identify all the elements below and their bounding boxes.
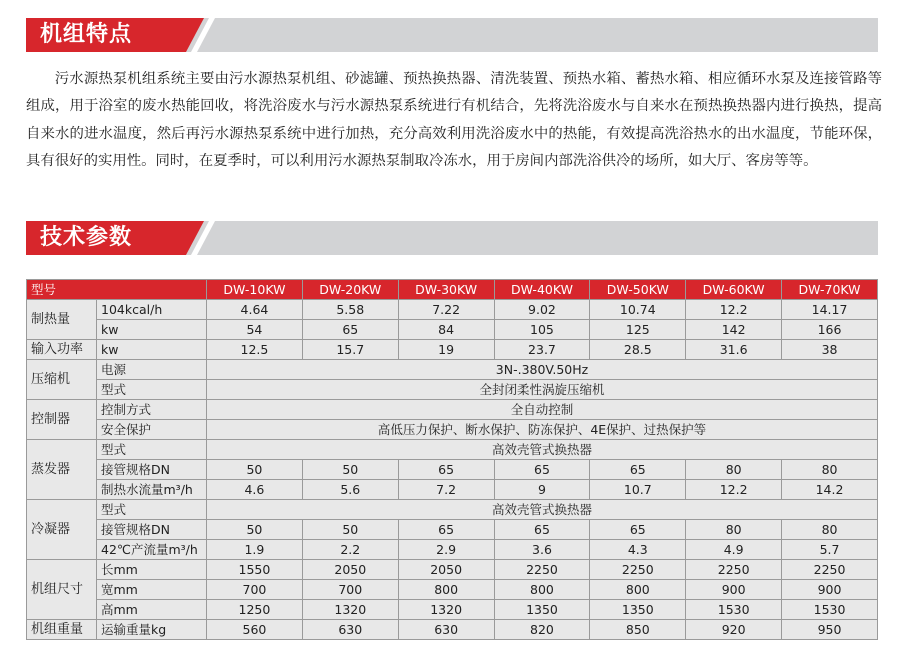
table-row: [27, 500, 878, 520]
value-cell: 7.2: [398, 480, 494, 500]
row-sub-label: 运输重量kg: [97, 620, 207, 640]
value-cell: 105: [494, 320, 590, 340]
value-cell: 50: [302, 460, 398, 480]
model-col-header: DW-20KW: [302, 280, 398, 300]
value-cell: 19: [398, 340, 494, 360]
value-cell: 1250: [207, 600, 303, 620]
row-sub-label: kw: [97, 320, 207, 340]
table-row: [27, 340, 878, 360]
value-cell: 920: [686, 620, 782, 640]
row-sub-label: 型式: [97, 500, 207, 520]
value-cell: 65: [398, 520, 494, 540]
row-sub-label: 接管规格DN: [97, 520, 207, 540]
model-header-label: 型号: [27, 280, 207, 300]
value-cell: 5.58: [302, 300, 398, 320]
spec-table-body: [27, 300, 878, 640]
row-sub-label: 型式: [97, 440, 207, 460]
value-cell: 65: [494, 460, 590, 480]
value-cell: 23.7: [494, 340, 590, 360]
value-cell: 7.22: [398, 300, 494, 320]
value-cell: 15.7: [302, 340, 398, 360]
spanning-value-cell: 3N-.380V.50Hz: [207, 360, 878, 380]
row-group-label: 输入功率: [27, 340, 97, 360]
row-sub-label: 高mm: [97, 600, 207, 620]
value-cell: 560: [207, 620, 303, 640]
row-group-label: 机组尺寸: [27, 560, 97, 620]
value-cell: 38: [782, 340, 878, 360]
value-cell: 28.5: [590, 340, 686, 360]
row-sub-label: 电源: [97, 360, 207, 380]
value-cell: 9.02: [494, 300, 590, 320]
intro-paragraph: 污水源热泵机组系统主要由污水源热泵机组、砂滤罐、预热换热器、清洗装置、预热水箱、蓄热水箱、相应循环水泵及连接管路等组成，用于浴室的废水热能回收，将洗浴废水与污水源热泵系统进行有机结合，先将洗浴废水与自来水在预热换热器内进行换热，提高自来水的进水温度，然后再污水源热泵系统中进行加热，充分高效利用洗浴废水中的热能，有效提高洗浴热水的出水温度，节能环保，具有很好的实用性。同时，在夏季时，可以利用污水源热泵制取冷冻水，用于房间内部洗浴供冷的场所，如大厅、客房等等。: [26, 71, 882, 169]
model-col-header: DW-50KW: [590, 280, 686, 300]
value-cell: 950: [782, 620, 878, 640]
value-cell: 65: [494, 520, 590, 540]
value-cell: 1530: [782, 600, 878, 620]
value-cell: 65: [590, 460, 686, 480]
row-sub-label: 104kcal/h: [97, 300, 207, 320]
value-cell: 630: [302, 620, 398, 640]
value-cell: 5.7: [782, 540, 878, 560]
table-row: [27, 440, 878, 460]
value-cell: 700: [302, 580, 398, 600]
value-cell: 142: [686, 320, 782, 340]
value-cell: 2.9: [398, 540, 494, 560]
value-cell: 1320: [302, 600, 398, 620]
table-row: [27, 620, 878, 640]
features-header: [26, 18, 878, 52]
value-cell: 3.6: [494, 540, 590, 560]
row-group-label: 压缩机: [27, 360, 97, 400]
table-row: [27, 540, 878, 560]
table-row: [27, 520, 878, 540]
value-cell: 4.9: [686, 540, 782, 560]
model-col-header: DW-10KW: [207, 280, 303, 300]
row-sub-label: 型式: [97, 380, 207, 400]
row-sub-label: kw: [97, 340, 207, 360]
spanning-value-cell: 高效壳管式换热器: [207, 440, 878, 460]
value-cell: 50: [207, 520, 303, 540]
value-cell: 14.17: [782, 300, 878, 320]
row-sub-label: 控制方式: [97, 400, 207, 420]
value-cell: 12.2: [686, 300, 782, 320]
value-cell: 2250: [782, 560, 878, 580]
value-cell: 800: [398, 580, 494, 600]
value-cell: 65: [398, 460, 494, 480]
params-title: 技术参数: [40, 225, 133, 250]
row-group-label: 蒸发器: [27, 440, 97, 500]
table-row: [27, 460, 878, 480]
row-sub-label: 宽mm: [97, 580, 207, 600]
value-cell: 820: [494, 620, 590, 640]
value-cell: 2050: [398, 560, 494, 580]
table-row: [27, 300, 878, 320]
spec-table: [26, 279, 878, 640]
value-cell: 12.2: [686, 480, 782, 500]
value-cell: 9: [494, 480, 590, 500]
value-cell: 50: [302, 520, 398, 540]
row-group-label: 机组重量: [27, 620, 97, 640]
value-cell: 4.64: [207, 300, 303, 320]
row-sub-label: 安全保护: [97, 420, 207, 440]
value-cell: 900: [686, 580, 782, 600]
value-cell: 10.7: [590, 480, 686, 500]
table-row: [27, 420, 878, 440]
value-cell: 80: [782, 460, 878, 480]
table-row: [27, 360, 878, 380]
spanning-value-cell: 全自动控制: [207, 400, 878, 420]
value-cell: 1530: [686, 600, 782, 620]
value-cell: 2050: [302, 560, 398, 580]
value-cell: 10.74: [590, 300, 686, 320]
table-row: [27, 320, 878, 340]
row-sub-label: 42℃产流量m³/h: [97, 540, 207, 560]
value-cell: 2250: [686, 560, 782, 580]
model-col-header: DW-40KW: [494, 280, 590, 300]
value-cell: 80: [782, 520, 878, 540]
value-cell: 2.2: [302, 540, 398, 560]
value-cell: 65: [590, 520, 686, 540]
value-cell: 31.6: [686, 340, 782, 360]
value-cell: 800: [494, 580, 590, 600]
model-col-header: DW-60KW: [686, 280, 782, 300]
value-cell: 1350: [590, 600, 686, 620]
model-col-header: DW-70KW: [782, 280, 878, 300]
value-cell: 2250: [590, 560, 686, 580]
value-cell: 80: [686, 520, 782, 540]
row-group-label: 制热量: [27, 300, 97, 340]
table-row: [27, 400, 878, 420]
value-cell: 65: [302, 320, 398, 340]
value-cell: 1550: [207, 560, 303, 580]
features-title: 机组特点: [40, 22, 133, 47]
value-cell: 800: [590, 580, 686, 600]
params-header: [26, 221, 878, 255]
spanning-value-cell: 全封闭柔性涡旋压缩机: [207, 380, 878, 400]
value-cell: 4.6: [207, 480, 303, 500]
row-sub-label: 长mm: [97, 560, 207, 580]
value-cell: 900: [782, 580, 878, 600]
table-row: [27, 600, 878, 620]
spec-table-header-row: [27, 280, 878, 300]
value-cell: 125: [590, 320, 686, 340]
value-cell: 166: [782, 320, 878, 340]
value-cell: 630: [398, 620, 494, 640]
value-cell: 1320: [398, 600, 494, 620]
value-cell: 2250: [494, 560, 590, 580]
row-group-label: 控制器: [27, 400, 97, 440]
table-row: [27, 480, 878, 500]
table-row: [27, 380, 878, 400]
model-col-header: DW-30KW: [398, 280, 494, 300]
value-cell: 850: [590, 620, 686, 640]
table-row: [27, 560, 878, 580]
value-cell: 14.2: [782, 480, 878, 500]
spanning-value-cell: 高低压力保护、断水保护、防冻保护、4E保护、过热保护等: [207, 420, 878, 440]
row-sub-label: 制热水流量m³/h: [97, 480, 207, 500]
row-sub-label: 接管规格DN: [97, 460, 207, 480]
row-group-label: 冷凝器: [27, 500, 97, 560]
value-cell: 700: [207, 580, 303, 600]
value-cell: 12.5: [207, 340, 303, 360]
value-cell: 5.6: [302, 480, 398, 500]
value-cell: 4.3: [590, 540, 686, 560]
table-row: [27, 580, 878, 600]
value-cell: 50: [207, 460, 303, 480]
value-cell: 1.9: [207, 540, 303, 560]
value-cell: 84: [398, 320, 494, 340]
value-cell: 1350: [494, 600, 590, 620]
value-cell: 54: [207, 320, 303, 340]
value-cell: 80: [686, 460, 782, 480]
spanning-value-cell: 高效壳管式换热器: [207, 500, 878, 520]
